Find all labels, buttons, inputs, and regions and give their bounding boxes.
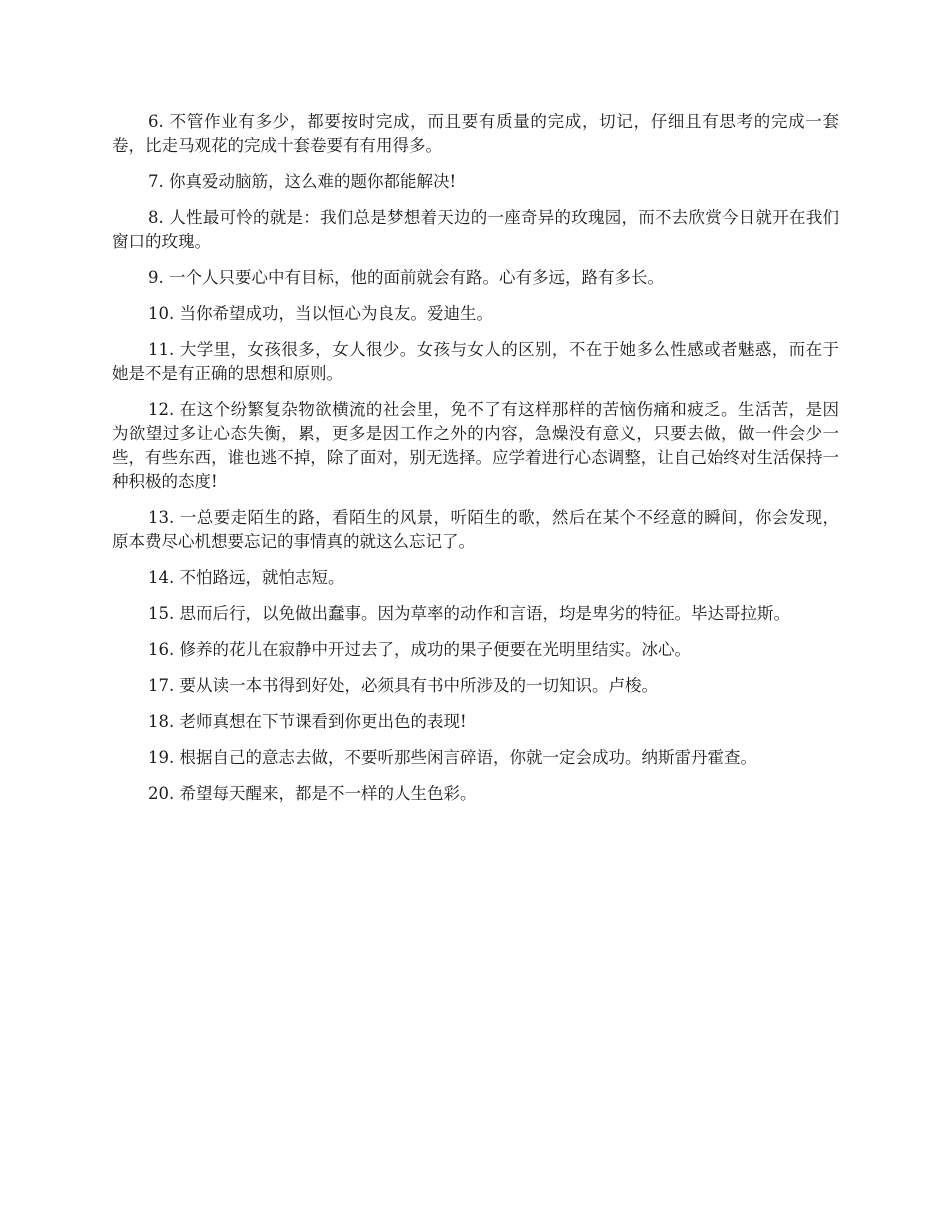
paragraph-7: 7. 你真爱动脑筋，这么难的题你都能解决! xyxy=(148,172,457,191)
paragraph-13: 13. 一总要走陌生的路，看陌生的风景，听陌生的歌，然后在某个不经意的瞬间，你会发现，原本费尽心机想要忘记的事情真的就这么忘记了。 xyxy=(112,508,839,551)
paragraph-8: 8. 人性最可怜的就是：我们总是梦想着天边的一座奇异的玫瑰园，而不去欣赏今日就开在我们窗口的玫瑰。 xyxy=(112,208,839,251)
paragraph-11: 11. 大学里，女孩很多，女人很少。女孩与女人的区别，不在于她多么性感或者魅惑，而在于她是不是有正确的思想和原则。 xyxy=(112,340,839,383)
paragraph-17: 17. 要从读一本书得到好处，必须具有书中所涉及的一切知识。卢梭。 xyxy=(148,676,658,695)
paragraph-14: 14. 不怕路远，就怕志短。 xyxy=(148,568,345,587)
paragraph-18: 18. 老师真想在下节课看到你更出色的表现! xyxy=(148,712,467,731)
paragraph-20: 20. 希望每天醒来，都是不一样的人生色彩。 xyxy=(148,784,477,803)
paragraph-10: 10. 当你希望成功，当以恒心为良友。爱迪生。 xyxy=(148,304,493,323)
paragraph-9: 9. 一个人只要心中有目标，他的面前就会有路。心有多远，路有多长。 xyxy=(148,268,664,287)
document-body xyxy=(112,110,839,818)
paragraph-16: 16. 修养的花儿在寂静中开过去了，成功的果子便要在光明里结实。冰心。 xyxy=(148,640,691,659)
paragraph-15: 15. 思而后行，以免做出蠢事。因为草率的动作和言语，均是卑劣的特征。毕达哥拉斯。 xyxy=(148,604,790,623)
paragraph-6: 6. 不管作业有多少，都要按时完成，而且要有质量的完成，切记，仔细且有思考的完成一套卷，比走马观花的完成十套卷要有有用得多。 xyxy=(112,112,839,155)
paragraph-19: 19. 根据自己的意志去做，不要听那些闲言碎语，你就一定会成功。纳斯雷丹霍查。 xyxy=(148,748,757,767)
paragraph-12: 12. 在这个纷繁复杂物欲横流的社会里，免不了有这样那样的苦恼伤痛和疲乏。生活苦，是因为欲望过多让心态失衡，累，更多是因工作之外的内容，急燥没有意义，只要去做，做一件会少一些，有些东西，谁也逃不掉，除了面对，别无选择。应学着进行心态调整，让自己始终对生活保持一种积极的态度! xyxy=(112,400,839,491)
